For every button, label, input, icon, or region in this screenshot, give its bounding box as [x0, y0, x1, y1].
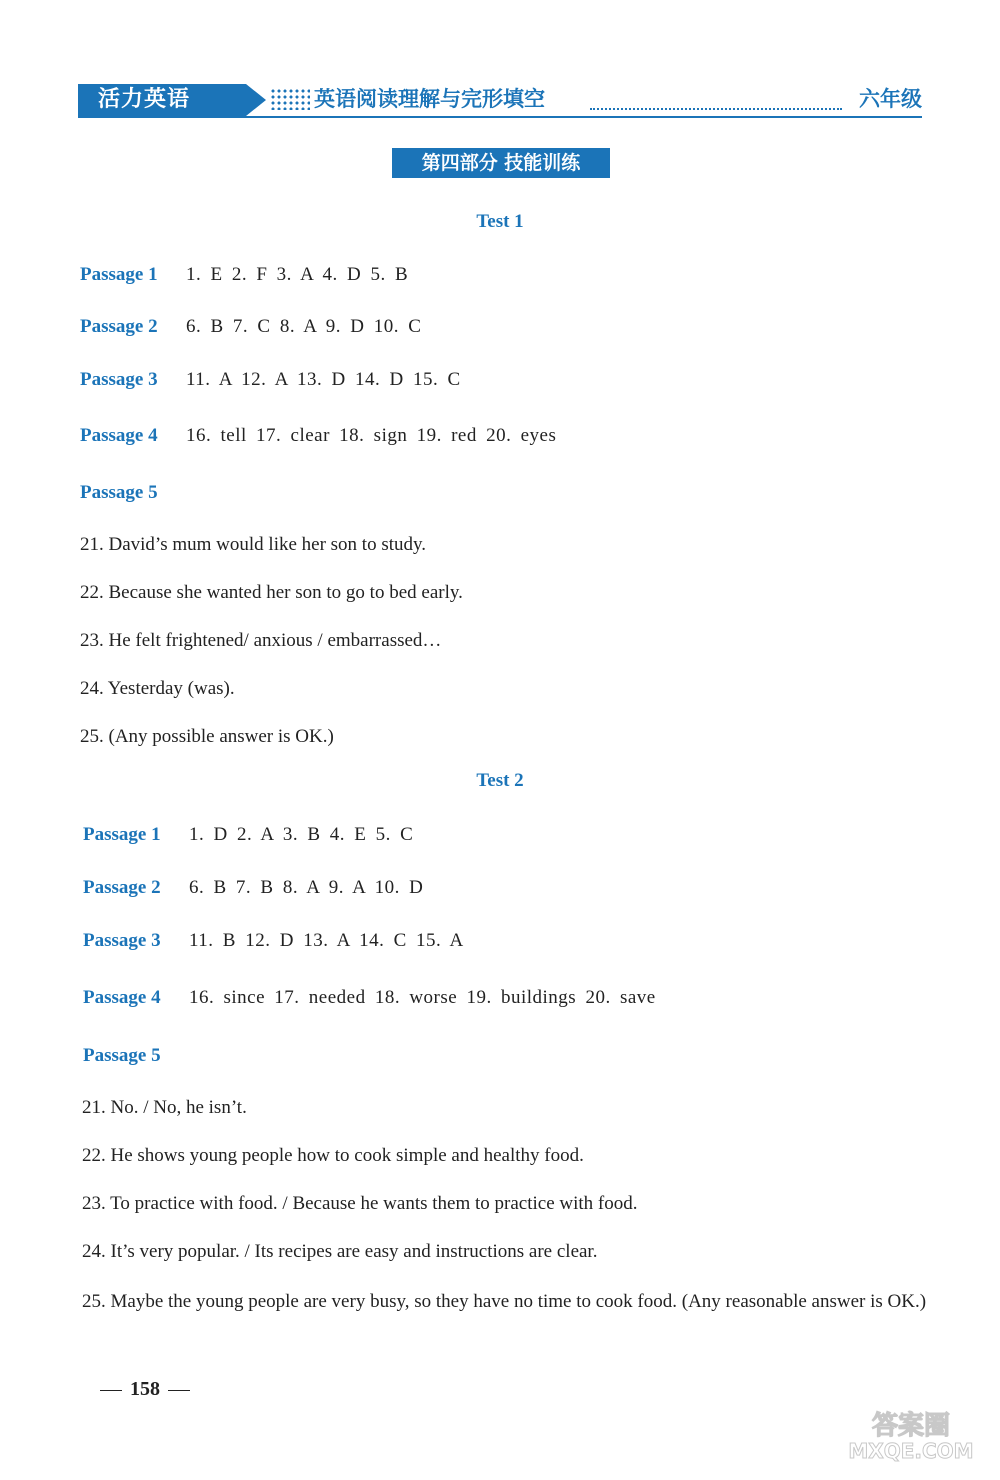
watermark-logo	[836, 1404, 986, 1462]
test-1-passage-2	[80, 316, 421, 338]
test-1-passage-3	[80, 369, 461, 391]
page-header	[78, 82, 922, 118]
page-number	[92, 1378, 198, 1401]
dots-decoration	[270, 88, 310, 110]
test-1-passage-4	[80, 425, 556, 447]
passage-label: Passage 4	[80, 425, 158, 446]
header-dotted-leader	[590, 108, 842, 110]
brand-label: 活力英语	[78, 84, 246, 116]
test-1-answer-24: 24. Yesterday (was).	[80, 678, 235, 699]
passage-answers: 1. E 2. F 3. A 4. D 5. B	[186, 264, 409, 285]
book-title: 英语阅读理解与完形填空	[314, 87, 545, 111]
brand-arrow-shape	[246, 84, 266, 116]
passage-label: Passage 5	[83, 1045, 161, 1066]
test-1-passage-1	[80, 264, 408, 286]
passage-label: Passage 5	[80, 482, 158, 503]
passage-label: Passage 2	[80, 316, 158, 337]
passage-answers: 16. since 17. needed 18. worse 19. buildings 20. save	[189, 987, 656, 1008]
passage-answers: 11. B 12. D 13. A 14. C 15. A	[189, 930, 464, 951]
test-2-answer-22: 22. He shows young people how to cook simple and healthy food.	[82, 1145, 584, 1166]
passage-answers: 6. B 7. B 8. A 9. A 10. D	[189, 877, 424, 898]
passage-label: Passage 3	[80, 369, 158, 390]
test-1-answer-22: 22. Because she wanted her son to go to bed early.	[80, 582, 463, 603]
dash-right	[168, 1390, 190, 1391]
test-1-answer-21: 21. David’s mum would like her son to study.	[80, 534, 427, 555]
dash-left	[100, 1390, 122, 1391]
test-2-passage-1	[83, 824, 413, 846]
passage-label: Passage 4	[83, 987, 161, 1008]
test-2-passage-3	[83, 930, 464, 952]
test-1-title: Test 1	[476, 211, 524, 232]
test-2-answer-23: 23. To practice with food. / Because he wants them to practice with food.	[82, 1193, 638, 1214]
grade-label: 六年级	[859, 87, 922, 111]
page-number-text: 158	[130, 1378, 160, 1400]
passage-label: Passage 1	[83, 824, 161, 845]
watermark-top: 答案圈	[871, 1411, 951, 1441]
test-2-answer-25	[82, 1276, 932, 1328]
passage-label: Passage 3	[83, 930, 161, 951]
test-2-answer-21: 21. No. / No, he isn’t.	[82, 1097, 247, 1118]
test-2-answer-24: 24. It’s very popular. / Its recipes are easy and instructions are clear.	[82, 1241, 598, 1262]
passage-label: Passage 1	[80, 264, 158, 285]
passage-answers: 16. tell 17. clear 18. sign 19. red 20. eyes	[186, 425, 557, 446]
test-2-passage-4	[83, 987, 656, 1009]
passage-answers: 11. A 12. A 13. D 14. D 15. C	[186, 369, 461, 390]
passage-answers: 1. D 2. A 3. B 4. E 5. C	[189, 824, 414, 845]
section-title: 第四部分 技能训练	[392, 148, 610, 178]
test-2-passage-2	[83, 877, 423, 899]
test-2-passage-5	[83, 1045, 189, 1067]
test-1-answer-25: 25. (Any possible answer is OK.)	[80, 726, 334, 747]
answer-25-text: 25. Maybe the young people are very busy, so they have no time to cook food. (Any reasonable answer is OK.)	[82, 1291, 927, 1312]
test-2-title: Test 2	[476, 770, 524, 791]
passage-label: Passage 2	[83, 877, 161, 898]
watermark-bottom: MXQE.COM	[848, 1439, 974, 1462]
test-1-answer-23: 23. He felt frightened/ anxious / embarrassed…	[80, 630, 442, 651]
header-rule	[78, 116, 922, 118]
passage-answers: 6. B 7. C 8. A 9. D 10. C	[186, 316, 422, 337]
test-1-passage-5	[80, 482, 186, 504]
